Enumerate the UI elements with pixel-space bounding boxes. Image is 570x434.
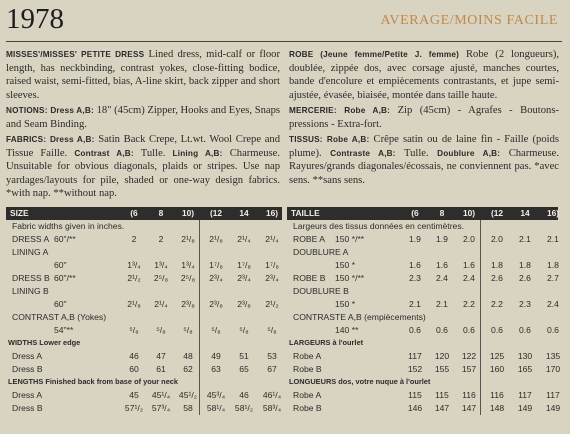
row-label: WIDTHS Lower edge: [8, 338, 81, 347]
row-label: Robe B: [293, 364, 322, 374]
table-cell: 125: [489, 351, 505, 361]
table-cell: 122: [461, 351, 477, 361]
table-cell: 2.2: [463, 299, 475, 309]
row-label: ROBE A: [293, 234, 325, 244]
table-row: [6, 324, 282, 337]
table-cell: 147: [434, 403, 450, 413]
table-row: [287, 246, 558, 259]
table-cell: 2.7: [547, 273, 559, 283]
size-header-cell: 14: [239, 208, 249, 218]
table-cell: 0.6: [491, 325, 503, 335]
table-cell: 152: [407, 364, 423, 374]
table-cell: 116: [462, 390, 476, 400]
table-cell: 149: [545, 403, 561, 413]
fabric-width: 150 *: [335, 299, 356, 309]
table-cell: 130: [517, 351, 533, 361]
fabric-width: 150 */**: [335, 273, 365, 283]
table-cell: 58³/₄: [262, 403, 282, 413]
table-cell: 53: [267, 351, 277, 361]
table-cell: 2.2: [491, 299, 503, 309]
table-cell: 117: [546, 390, 560, 400]
table-cell: 2¹/₂: [127, 273, 141, 283]
table-cell: 67: [267, 364, 277, 374]
tissus-paragraph: [289, 133, 559, 187]
mercerie-text: Zip (45cm) - Agrafes - Boutons-pressions - Extra-fort.: [289, 105, 559, 130]
tissus-view: Robe A,B:: [326, 135, 370, 144]
garment-title: MISSES'/MISSES' PETITE DRESS: [6, 50, 145, 59]
fabric-width: 60": [54, 260, 67, 270]
contrast-text: Tulle.: [140, 147, 166, 159]
yardage-table-english: [6, 207, 282, 415]
table-cell: 2³/₄: [209, 273, 223, 283]
table-cell: 2: [131, 234, 137, 244]
table-cell: 2.4: [436, 273, 448, 283]
table-cell: 165: [517, 364, 533, 374]
table-cell: 2.6: [519, 273, 531, 283]
lining-text: Charmeuse. Unsuitable for obvious diagonals, plaids or stripes. Use nap yardages/layouts for pile, shaded or one-way design fabrics. *with nap. **without nap.: [6, 147, 281, 199]
table-cell: 2¹/₈: [127, 299, 141, 309]
table-cell: ⁵/₈: [239, 325, 249, 335]
row-label: DOUBLURE B: [293, 286, 349, 296]
table-cell: 149: [517, 403, 533, 413]
row-label: LINING B: [12, 286, 49, 296]
table-row: [287, 389, 558, 402]
table-cell: 2³/₄: [237, 273, 251, 283]
lining-label: Lining A,B:: [172, 148, 223, 158]
table-cell: ⁵/₈: [183, 325, 193, 335]
table-row: [287, 272, 558, 285]
row-label: LARGEURS à l'ourlet: [289, 338, 364, 347]
doublure-text: Charmeuse. Rayures/grands diagonales/écossais, ne conviennent pas. *avec sens. **sans sens.: [289, 147, 559, 186]
table-cell: 51: [239, 351, 249, 361]
table-cell: 157: [461, 364, 477, 374]
table-cell: 63: [211, 364, 221, 374]
table-row: [287, 363, 561, 376]
notions-view: Dress A,B:: [50, 106, 94, 115]
row-label: Largeurs des tissus données en centimètres.: [293, 221, 465, 231]
table-cell: 1.8: [547, 260, 559, 270]
fabric-width: 150 *: [335, 260, 356, 270]
table-cell: 148: [489, 403, 505, 413]
table-row: [6, 402, 282, 415]
tissus-text: Crêpe satin ou de laine fin - Faille (poids plume).: [289, 134, 559, 159]
table-cell: 1³/₄: [181, 260, 195, 270]
size-header-cell: (6: [130, 208, 138, 218]
robe-text: Robe (2 longueurs), doublée, zippée dos, avec corsage ajusté, manches courtes, bande d'encolure et empiècements contrastants, et jupe semi-ajustée, évasée, biaisée, montée dans taille haute.: [289, 49, 560, 101]
table-cell: 2⁵/₈: [153, 273, 169, 283]
table-cell: 146: [407, 403, 423, 413]
notions-text: 18" (45cm) Zipper, Hooks and Eyes, Snaps and Seam Binding.: [6, 105, 281, 130]
table-cell: 2⁵/₈: [180, 273, 196, 283]
table-cell: 1.6: [463, 260, 475, 270]
table-row: [287, 337, 558, 350]
table-cell: 2: [158, 234, 164, 244]
row-label: LENGTHS Finished back from base of your neck: [8, 377, 179, 386]
row-label: Dress A: [12, 351, 43, 361]
yardage-table-french: [287, 207, 561, 415]
fabric-width: 60"/**: [54, 234, 76, 244]
table-cell: 2.0: [463, 234, 475, 244]
table-cell: 58¹/₂: [234, 403, 254, 413]
fabrics-view: Dress A,B:: [49, 135, 95, 144]
table-cell: 1.9: [436, 234, 448, 244]
size-header-cell: 14: [520, 208, 530, 218]
english-description: [6, 48, 280, 203]
table-row: [287, 350, 561, 363]
table-cell: 115: [435, 390, 449, 400]
mercerie-view: Robe A,B:: [344, 106, 391, 115]
table-row: [6, 376, 282, 389]
fabrics-label: FABRICS:: [6, 135, 47, 144]
size-header-row: [6, 207, 282, 220]
doublure-label: Doublure A,B:: [437, 148, 501, 158]
table-cell: 2.1: [547, 234, 559, 244]
row-label: DOUBLURE A: [293, 247, 349, 257]
table-row: [287, 298, 558, 311]
table-cell: 1.8: [491, 260, 503, 270]
table-cell: 62: [183, 364, 193, 374]
french-description: [289, 48, 559, 189]
table-cell: 2³/₈: [237, 299, 251, 309]
table-cell: 58¹/₄: [206, 403, 226, 413]
fabrics-paragraph: [6, 133, 280, 201]
table-cell: 2.3: [409, 273, 421, 283]
tissus-label: TISSUS:: [289, 135, 323, 144]
table-cell: 57¹/₂: [124, 403, 144, 413]
table-cell: 2¹/₈: [209, 234, 223, 244]
table-cell: 58: [183, 403, 193, 413]
table-cell: 45¹/₂: [178, 390, 198, 400]
row-label: Robe A: [293, 390, 322, 400]
fabrics-text: Satin Back Crepe, Lt.wt. Wool Crepe and Tissue Faille.: [6, 134, 281, 159]
table-cell: 117: [408, 351, 422, 361]
table-cell: 115: [408, 390, 422, 400]
table-cell: 155: [434, 364, 450, 374]
table-row: [6, 363, 282, 376]
fabric-width: 54"**: [54, 325, 74, 335]
size-group-divider: [480, 220, 481, 415]
table-cell: ⁵/₈: [129, 325, 139, 335]
garment-description: [6, 48, 280, 102]
fabric-width: 60": [54, 299, 67, 309]
row-label: CONTRAST A,B (Yokes): [12, 312, 107, 322]
row-label: Dress B: [12, 403, 43, 413]
table-cell: 1³/₄: [154, 260, 168, 270]
table-cell: 2³/₈: [181, 299, 195, 309]
table-cell: 2.3: [519, 299, 531, 309]
contrast-label: Contrast A,B:: [74, 148, 134, 158]
table-cell: 2.1: [409, 299, 421, 309]
table-row: [287, 376, 558, 389]
size-group-divider: [199, 220, 200, 415]
size-header-cell: 8: [439, 208, 445, 218]
table-cell: 1.8: [519, 260, 531, 270]
size-header-cell: 10): [462, 208, 476, 218]
table-cell: 61: [156, 364, 166, 374]
table-row: [287, 311, 558, 324]
size-header-cell: 10): [181, 208, 195, 218]
robe-description: [289, 48, 559, 102]
row-label: DRESS A: [12, 234, 50, 244]
garment-text: Lined dress, mid-calf or floor length, has neckbinding, contrast yokes, close-fitting bodice, raised waist, semi-fitted, bias, A-line skirt, back zipper and short sleeves.: [6, 49, 280, 101]
table-row: [6, 220, 282, 233]
table-cell: 147: [461, 403, 477, 413]
table-cell: 2¹/₈: [181, 234, 195, 244]
table-cell: 45: [129, 390, 139, 400]
table-row: [6, 350, 282, 363]
table-cell: 0.6: [409, 325, 421, 335]
table-cell: 45¹/₄: [151, 390, 171, 400]
table-cell: 1.9: [409, 234, 421, 244]
size-header-cell: 8: [158, 208, 164, 218]
table-cell: 1⁷/₈: [237, 260, 251, 270]
table-row: [6, 285, 282, 298]
table-cell: 0.6: [547, 325, 559, 335]
table-row: [6, 337, 282, 350]
table-row: [287, 259, 558, 272]
size-header-row: [287, 207, 558, 220]
table-cell: 65: [239, 364, 249, 374]
table-row: [287, 402, 561, 415]
table-cell: 160: [489, 364, 505, 374]
robe-title: ROBE (Jeune femme/Petite J. femme): [289, 50, 460, 59]
table-cell: 45³/₄: [206, 390, 226, 400]
table-row: [6, 233, 282, 246]
table-cell: 2³/₈: [209, 299, 223, 309]
table-cell: 49: [211, 351, 221, 361]
table-cell: 46: [239, 390, 249, 400]
table-cell: 2¹/₄: [237, 234, 251, 244]
size-header-cell: (12: [490, 208, 504, 218]
table-cell: 1.6: [436, 260, 448, 270]
fabric-width: 150 */**: [335, 234, 365, 244]
table-cell: 1.6: [409, 260, 421, 270]
table-cell: 135: [545, 351, 561, 361]
row-label: Dress B: [12, 364, 43, 374]
table-cell: 117: [518, 390, 532, 400]
contraste-label: Contraste A,B:: [330, 148, 396, 158]
table-cell: 170: [545, 364, 561, 374]
fabric-width: 140 **: [335, 325, 359, 335]
table-cell: 0.6: [436, 325, 448, 335]
table-cell: 2³/₄: [265, 273, 279, 283]
table-row: [6, 272, 282, 285]
difficulty-label: AVERAGE/MOINS FACILE: [380, 13, 558, 28]
header-divider: [6, 41, 562, 42]
row-label: Robe B: [293, 403, 322, 413]
contraste-text: Tulle.: [404, 147, 429, 159]
table-cell: 47: [156, 351, 166, 361]
table-cell: 48: [183, 351, 193, 361]
table-row: [287, 233, 558, 246]
table-row: [287, 220, 558, 233]
fabric-width: 60"/**: [54, 273, 76, 283]
table-cell: 0.6: [519, 325, 531, 335]
table-row: [287, 285, 558, 298]
table-row: [6, 259, 282, 272]
size-header-cell: 16): [546, 208, 560, 218]
table-cell: 1³/₄: [127, 260, 141, 270]
table-cell: 2.4: [547, 299, 559, 309]
table-cell: ⁵/₈: [211, 325, 221, 335]
table-cell: 2¹/₄: [265, 234, 279, 244]
table-cell: 46¹/₄: [262, 390, 282, 400]
table-row: [6, 298, 282, 311]
table-cell: ⁵/₈: [267, 325, 277, 335]
table-cell: 46: [129, 351, 139, 361]
table-row: [6, 389, 282, 402]
table-cell: 2.0: [491, 234, 503, 244]
size-header-cell: 16): [265, 208, 279, 218]
mercerie-paragraph: [289, 104, 559, 131]
table-row: [6, 246, 282, 259]
table-cell: 2.6: [491, 273, 503, 283]
row-label: ROBE B: [293, 273, 326, 283]
table-cell: 1⁷/₈: [209, 260, 223, 270]
row-label: Robe A: [293, 351, 322, 361]
table-row: [6, 311, 282, 324]
table-cell: 2¹/₄: [154, 299, 168, 309]
size-header-label: TAILLE: [291, 208, 320, 218]
row-label: Dress A: [12, 390, 43, 400]
notions-label: NOTIONS:: [6, 106, 48, 115]
table-cell: 120: [434, 351, 450, 361]
table-row: [287, 324, 558, 337]
row-label: Fabric widths given in inches.: [12, 221, 125, 231]
size-header-cell: (6: [411, 208, 419, 218]
table-cell: 116: [490, 390, 504, 400]
size-header-cell: (12: [209, 208, 223, 218]
table-cell: ⁵/₈: [156, 325, 166, 335]
table-cell: 2.1: [519, 234, 531, 244]
mercerie-label: MERCERIE:: [289, 106, 337, 115]
table-cell: 0.6: [463, 325, 475, 335]
table-cell: 2.4: [463, 273, 475, 283]
pattern-number: 1978: [6, 3, 64, 35]
table-cell: 57³/₄: [151, 403, 171, 413]
table-cell: 1⁷/₈: [265, 260, 279, 270]
row-label: LINING A: [12, 247, 49, 257]
notions-paragraph: [6, 104, 280, 131]
row-label: DRESS B: [12, 273, 50, 283]
table-cell: 2¹/₂: [265, 299, 279, 309]
row-label: CONTRASTE A,B (empiècements): [293, 312, 426, 322]
table-cell: 60: [129, 364, 139, 374]
table-cell: 2.1: [436, 299, 448, 309]
size-header-label: SIZE: [10, 208, 29, 218]
row-label: LONGUEURS dos, votre nuque à l'ourlet: [289, 377, 431, 386]
